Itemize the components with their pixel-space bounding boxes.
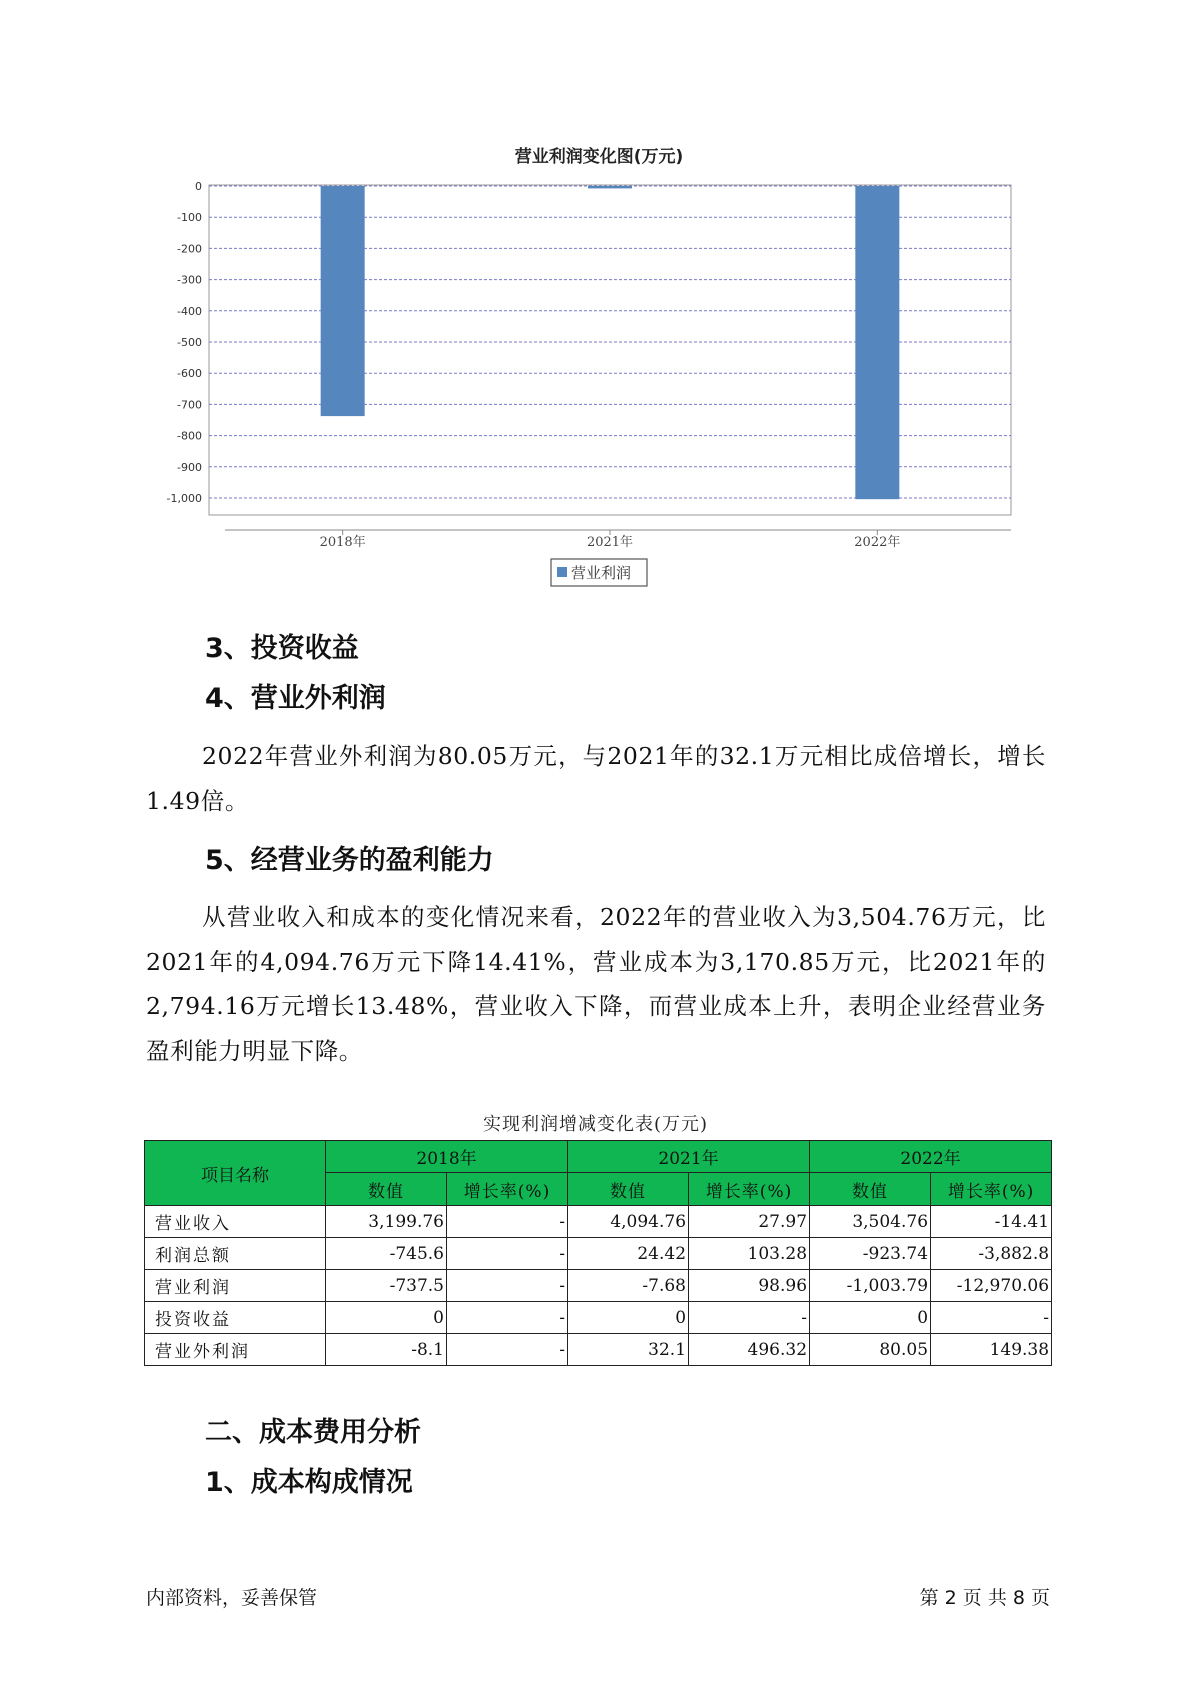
table-cell: 496.32 bbox=[689, 1334, 810, 1366]
header-year-2018: 2018年 bbox=[326, 1141, 568, 1173]
table-row bbox=[145, 1238, 1052, 1270]
chart-canvas bbox=[0, 0, 1191, 600]
table-cell: -14.41 bbox=[931, 1206, 1052, 1238]
table-cell: 32.1 bbox=[568, 1334, 689, 1366]
table-cell: -3,882.8 bbox=[931, 1238, 1052, 1270]
table-cell: -1,003.79 bbox=[810, 1270, 931, 1302]
legend bbox=[551, 559, 647, 586]
table-cell: - bbox=[447, 1206, 568, 1238]
table-cell: 3,199.76 bbox=[326, 1206, 447, 1238]
table-cell: - bbox=[689, 1302, 810, 1334]
table-row bbox=[145, 1206, 1052, 1238]
table-caption: 实现利润增减变化表(万元) bbox=[482, 1114, 709, 1135]
y-tick-label: -800 bbox=[177, 429, 202, 443]
table-cell: - bbox=[447, 1334, 568, 1366]
bar bbox=[588, 186, 632, 188]
y-tick-label: -400 bbox=[177, 304, 202, 318]
heading-investment-income: 3、投资收益 bbox=[205, 633, 359, 664]
footer-confidential-note: 内部资料，妥善保管 bbox=[146, 1587, 318, 1609]
legend-swatch bbox=[557, 567, 567, 577]
x-tick-label: 2018年 bbox=[319, 535, 366, 550]
profit-change-table bbox=[144, 1140, 1052, 1366]
y-tick-label: -900 bbox=[177, 460, 202, 474]
row-label: 投资收益 bbox=[145, 1302, 326, 1334]
y-tick-label: -200 bbox=[177, 242, 202, 256]
header-growth-rate: 增长率(%) bbox=[447, 1173, 568, 1206]
table-cell: 149.38 bbox=[931, 1334, 1052, 1366]
y-tick-label: -700 bbox=[177, 398, 202, 412]
table-cell: -7.68 bbox=[568, 1270, 689, 1302]
table-cell: 98.96 bbox=[689, 1270, 810, 1302]
header-growth-rate: 增长率(%) bbox=[689, 1173, 810, 1206]
heading-cost-structure: 1、成本构成情况 bbox=[205, 1467, 413, 1498]
table-cell: 3,504.76 bbox=[810, 1206, 931, 1238]
footer-page-number: 第 2 页 共 8 页 bbox=[919, 1587, 1050, 1609]
chart-title: 营业利润变化图(万元) bbox=[514, 147, 684, 167]
table-cell: - bbox=[931, 1302, 1052, 1334]
table-cell: -745.6 bbox=[326, 1238, 447, 1270]
y-tick-label: -300 bbox=[177, 273, 202, 287]
table-cell: 0 bbox=[326, 1302, 447, 1334]
paragraph-profitability: 从营业收入和成本的变化情况来看，2022年的营业收入为3,504.76万元，比2021年的4,094.76万元下降14.41%，营业成本为3,170.85万元，比2021年的2,794.16万元增长13.48%，营业收入下降，而营业成本上升，表明企业经营业务盈利能力明显下降。 bbox=[146, 903, 1046, 1065]
heading-profitability: 5、经营业务的盈利能力 bbox=[205, 845, 494, 876]
table-cell: - bbox=[447, 1238, 568, 1270]
y-tick-label: 0 bbox=[195, 180, 202, 193]
table-row bbox=[145, 1270, 1052, 1302]
table-row bbox=[145, 1334, 1052, 1366]
header-value: 数值 bbox=[810, 1173, 931, 1206]
row-label: 营业收入 bbox=[145, 1206, 326, 1238]
table-cell: -923.74 bbox=[810, 1238, 931, 1270]
header-value: 数值 bbox=[326, 1173, 447, 1206]
table-cell: - bbox=[447, 1302, 568, 1334]
y-tick-label: -600 bbox=[177, 367, 202, 381]
x-axis-ticks bbox=[320, 530, 901, 550]
bar bbox=[855, 186, 899, 499]
bar bbox=[321, 186, 365, 416]
header-growth-rate: 增长率(%) bbox=[931, 1173, 1052, 1206]
heading-cost-analysis: 二、成本费用分析 bbox=[205, 1417, 421, 1448]
table-cell: -8.1 bbox=[326, 1334, 447, 1366]
operating-profit-chart bbox=[0, 0, 1191, 600]
table-cell: 24.42 bbox=[568, 1238, 689, 1270]
header-item-name: 项目名称 bbox=[145, 1141, 326, 1206]
y-tick-label: -100 bbox=[177, 211, 202, 225]
table-cell: 80.05 bbox=[810, 1334, 931, 1366]
y-tick-label: -500 bbox=[177, 336, 202, 349]
x-tick-label: 2022年 bbox=[854, 535, 901, 550]
table-cell: 0 bbox=[568, 1302, 689, 1334]
y-tick-label: -1,000 bbox=[166, 492, 202, 505]
row-label: 营业利润 bbox=[145, 1270, 326, 1302]
row-label: 利润总额 bbox=[145, 1238, 326, 1270]
table-cell: 0 bbox=[810, 1302, 931, 1334]
table-cell: -12,970.06 bbox=[931, 1270, 1052, 1302]
header-year-2022: 2022年 bbox=[810, 1141, 1052, 1173]
table-cell: 27.97 bbox=[689, 1206, 810, 1238]
y-axis-ticks bbox=[167, 180, 202, 505]
heading-non-operating-profit: 4、营业外利润 bbox=[205, 683, 386, 714]
x-tick-label: 2021年 bbox=[586, 535, 634, 550]
row-label: 营业外利润 bbox=[145, 1334, 326, 1366]
table-cell: -737.5 bbox=[326, 1270, 447, 1302]
legend-label: 营业利润 bbox=[571, 564, 632, 582]
table-cell: 103.28 bbox=[689, 1238, 810, 1270]
table-cell: - bbox=[447, 1270, 568, 1302]
table-row bbox=[145, 1302, 1052, 1334]
table-cell: 4,094.76 bbox=[568, 1206, 689, 1238]
paragraph-non-operating-profit: 2022年营业外利润为80.05万元，与2021年的32.1万元相比成倍增长，增长1.49倍。 bbox=[146, 742, 1046, 815]
header-value: 数值 bbox=[568, 1173, 689, 1206]
header-year-2021: 2021年 bbox=[568, 1141, 810, 1173]
